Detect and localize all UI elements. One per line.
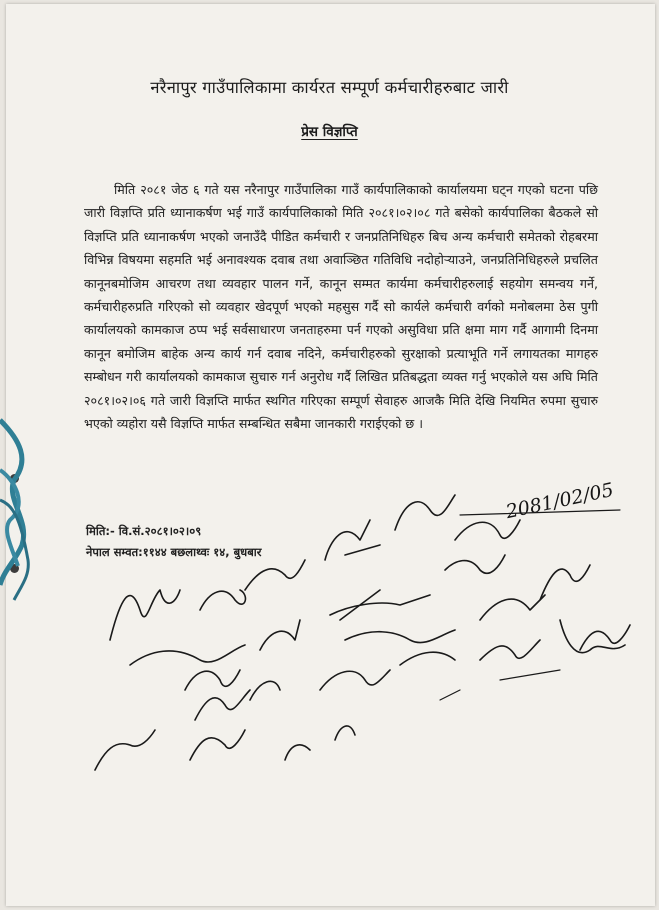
document-subtitle: प्रेस विज्ञप्ति <box>301 124 358 140</box>
issue-date: मिति:- वि.सं.२०८१।०२।०९ <box>86 524 202 538</box>
handwritten-date: 2081/02/05 <box>503 478 616 524</box>
document-title: नरैनापुर गाउँपालिकामा कार्यरत सम्पूर्ण कर्मचारीहरुबाट जारी <box>150 78 509 97</box>
nepal-sambat-date: नेपाल सम्वत:११४४ बछलाथ्वः १४, बुधबार <box>86 545 262 559</box>
press-release-body: मिति २०८१ जेठ ६ गते यस नरैनापुर गाउँपालिका गाउँ कार्यपालिकाको कार्यालयमा घट्न गएको घटना पछि जारी विज्ञप्ति प्रति ध्यानाकर्षण भई गाउँ कार्यपालिकाको मिति २०८१।०२।०८ गते बसेको कार्यपालिका बैठकले सो विज्ञप्ति प्रति ध्यानाकर्षण भएको जनाउँदै पीडित कर्मचारी र जनप्रतिनिधिहरु बिच अन्य कर्मचारी समेतको रोहबरमा विभिन्न विषयमा सहमति भई अनावश्यक दवाब तथा अवाञ्छित गतिविधि नदोहोऱ्याउने, जनप्रतिनिधिहरुले प्रचलित कानूनबमोजिम आचरण तथा व्यवहार पालन गर्ने, कानून सम्मत कार्यमा कर्मचारीहरुलाई सहयोग समन्वय गर्ने, कर्मचारीहरुप्रति गरिएको सो व्यवहार खेदपूर्ण भएको महसुस गर्दै सो कार्यले कर्मचारी वर्गको मनोबलमा ठेस पुगी कार्यालयको कामकाज ठप्प भई सर्वसाधारण जनताहरुमा पर्न गएको असुविधा प्रति क्षमा माग गर्दै आगामी दिनमा कानून बमोजिम बाहेक अन्य कार्य गर्न दवाब नदिने, कर्मचारीहरुको सुरक्षाको प्रत्याभूति गर्ने लगायतका मागहरु सम्बोधन गरी कार्यालयको कामकाज सुचारु गर्न अनुरोध गर्दै लिखित प्रतिबद्धता व्यक्त गर्नु भएकोले यस अघि मिति २०८१।०२।०६ गते जारी विज्ञप्ति मार्फत स्थगित गरिएका सम्पूर्ण सेवाहरु आजकै मिति देखि नियमित रुपमा सुचारु भएको व्यहोरा यसै विज्ञप्ति मार्फत सम्बन्धित सबैमा जानकारी गराईएको छ । <box>84 182 598 432</box>
